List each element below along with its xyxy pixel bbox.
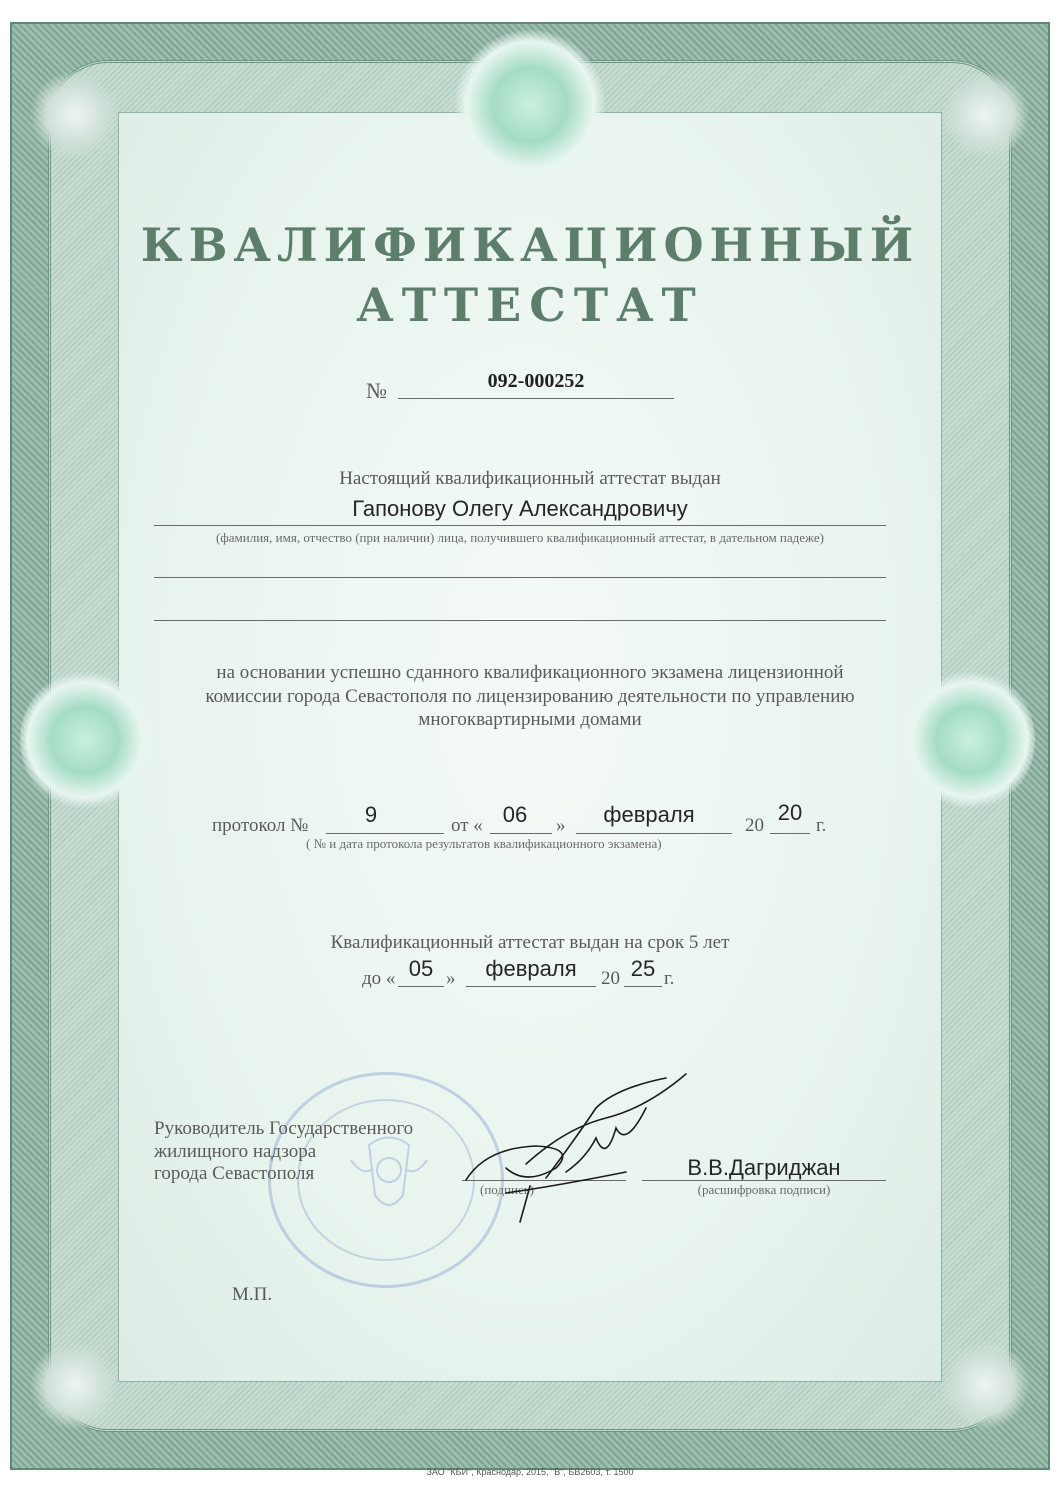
signatory-name-underline [642, 1180, 886, 1181]
corner-ornament-icon [30, 70, 120, 160]
basis-line-1: на основании успешно сданного квалификационного экзамена лицензионной [216, 662, 844, 683]
until-close-quote: » [446, 968, 456, 989]
basis-line-2: комиссии города Севастополя по лицензированию деятельности по управлению [205, 686, 855, 707]
signatory-name: В.В.Дагриджан [687, 1155, 841, 1180]
corner-ornament-icon [940, 1340, 1030, 1430]
until-year-underline [624, 986, 662, 987]
until-day: 05 [408, 956, 434, 981]
until-year-unit: г. [664, 968, 675, 989]
issued-text: Настоящий квалификационный аттестат выдан [339, 468, 721, 489]
protocol-close-quote: » [556, 815, 566, 836]
until-month-underline [466, 986, 596, 987]
blank-line-1 [154, 577, 886, 578]
protocol-year-underline [770, 833, 810, 834]
signatory-line-2: жилищного надзора [154, 1141, 317, 1162]
protocol-number-underline [326, 833, 444, 834]
title-line-2: АТТЕСТАТ [356, 278, 704, 332]
number-underline [398, 398, 674, 399]
protocol-month: февраля [603, 802, 695, 827]
signatory-name-caption: (расшифровка подписи) [697, 1182, 831, 1197]
protocol-number: 9 [364, 802, 378, 827]
signatory-line-1: Руководитель Государственного [154, 1118, 414, 1139]
protocol-day: 06 [502, 802, 528, 827]
recipient-name: Гапонову Олегу Александровичу [352, 496, 688, 521]
recipient-underline [154, 525, 886, 526]
corner-ornament-icon [940, 70, 1030, 160]
validity-text: Квалификационный аттестат выдан на срок 5 лет [330, 932, 730, 953]
top-rosette-icon [455, 30, 605, 180]
protocol-year-unit: г. [816, 815, 827, 836]
until-day-underline [398, 986, 444, 987]
recipient-caption: (фамилия, имя, отчество (при наличии) лица, получившего квалификационный аттестат, в дательном падеже) [216, 530, 824, 545]
certificate-number: 092-000252 [487, 370, 585, 392]
printer-footer: ЗАО "КБИ", Краснодар, 2015, "В", БВ2603, т. 1500 [426, 1467, 634, 1477]
signatory-line-3: города Севастополя [154, 1163, 315, 1184]
protocol-year-prefix: 20 [745, 815, 764, 836]
basis-line-3: многоквартирными домами [418, 709, 642, 730]
signature-caption: (подпись) [480, 1182, 534, 1197]
number-label: № [366, 378, 387, 403]
until-year-suffix: 25 [630, 956, 656, 981]
protocol-year-suffix: 20 [777, 800, 803, 825]
corner-ornament-icon [30, 1340, 120, 1430]
protocol-day-underline [490, 833, 552, 834]
protocol-caption: ( № и дата протокола результатов квалификационного экзамена) [306, 836, 662, 851]
title-line-1: КВАЛИФИКАЦИОННЫЙ [140, 218, 920, 272]
protocol-month-underline [576, 833, 732, 834]
until-label: до « [362, 968, 396, 989]
blank-line-2 [154, 620, 886, 621]
handwritten-signature-icon [446, 1068, 706, 1228]
seal-label: М.П. [232, 1284, 273, 1305]
until-month: февраля [485, 956, 577, 981]
protocol-from-label: от « [451, 815, 483, 836]
protocol-label: протокол № [212, 815, 309, 836]
until-year-prefix: 20 [601, 968, 620, 989]
